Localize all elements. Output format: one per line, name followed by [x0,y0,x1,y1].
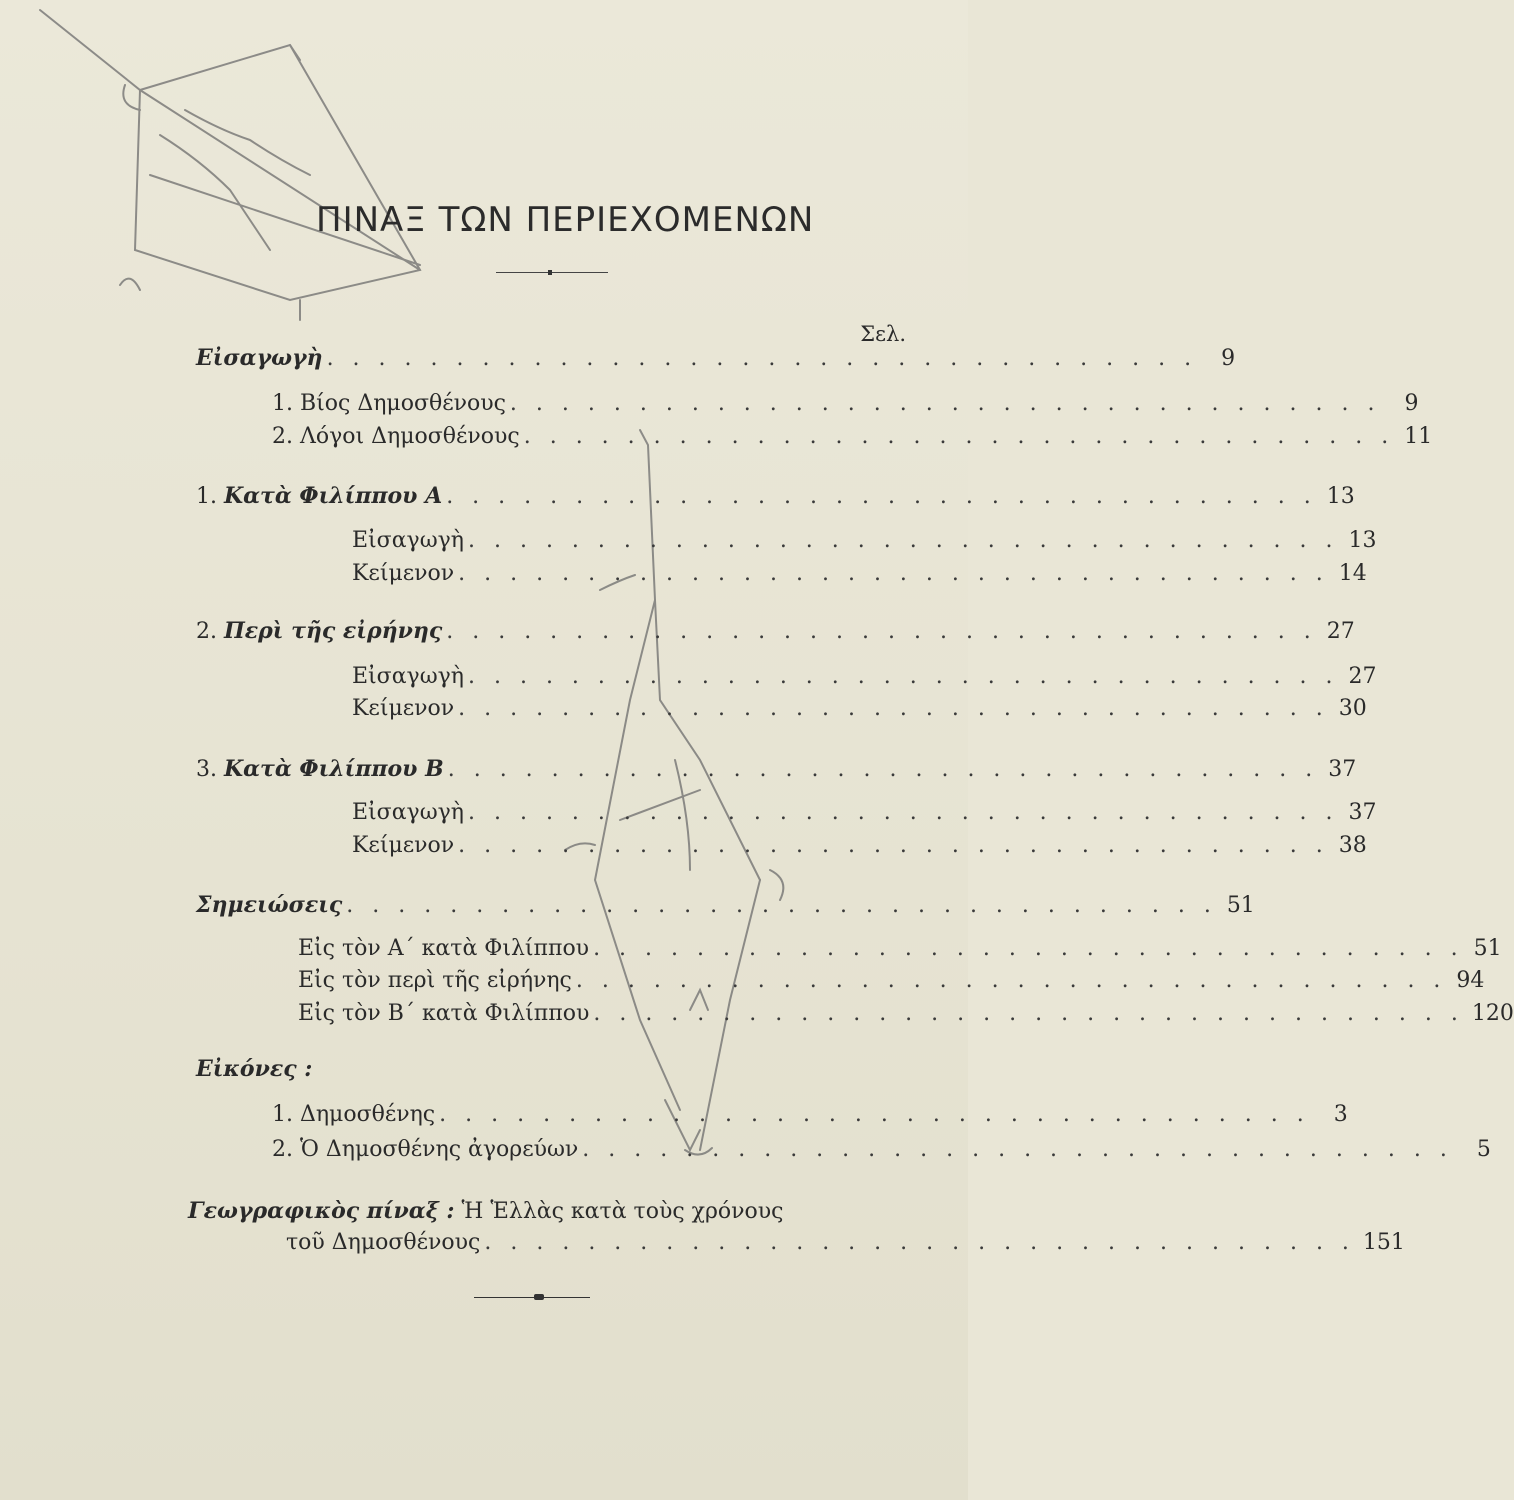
toc-row [272,1099,1348,1131]
toc-label: Κείμενον [352,833,455,858]
toc-page: 14 [1338,561,1367,586]
toc-page: 30 [1338,696,1367,721]
toc-label: 1. Δημοσθένης [272,1102,436,1127]
toc-leader: . . . . . . . . . . . . . . . . . . . . . . . . . . . . . . . . . . [346,893,1217,918]
page-title: ΠΙΝΑΞ ΤΩΝ ΠΕΡΙΕΧΟΜΕΝΩΝ [316,200,815,240]
toc-leader: . . . . . . . . . . . . . . . . . . . . . . . . . . . . . . . . . . [439,1102,1310,1127]
toc-row [272,421,1433,453]
toc-row [196,889,1255,921]
toc-page: 120 [1471,1001,1514,1026]
toc-row [298,933,1502,965]
toc-row [352,693,1367,725]
toc-row [286,1227,1405,1259]
toc-label: Εἰς τὸν περὶ τῆς εἰρήνης [298,968,572,993]
toc-leader: . . . . . . . . . . . . . . . . . . . . . . . . . . . . . . . . . . [509,391,1381,416]
toc-label: 2. Περὶ τῆς εἰρήνης [196,618,443,644]
toc-leader: . . . . . . . . . . . . . . . . . . . . . . . . . . . . . . . . . . [593,936,1464,961]
toc-page: 9 [1404,391,1419,416]
toc-leader: . . . . . . . . . . . . . . . . . . . . . . . . . . . . . . . . . . [484,1230,1355,1255]
toc-label: Κείμενον [352,696,455,721]
toc-page: 27 [1348,664,1377,689]
toc-label: Εἰσαγωγὴ [352,664,464,689]
toc-leader: . . . . . . . . . . . . . . . . . . . . . . . . . . . . . . . . . . [326,346,1198,371]
toc-leader: . . . . . . . . . . . . . . . . . . . . . . . . . . . . . . . . . . [458,561,1329,586]
toc-page: 51 [1473,936,1502,961]
toc-leader: . . . . . . . . . . . . . . . . . . . . . . . . . . . . . . . . . . [467,528,1339,553]
toc-row [298,998,1514,1030]
toc-label: Εἰσαγωγὴ [352,528,464,553]
toc-leader: . . . . . . . . . . . . . . . . . . . . . . . . . . . . . . . . . . [446,484,1317,509]
toc-row [352,661,1377,693]
toc-section-label [196,1053,906,1085]
toc-page: 9 [1221,346,1236,371]
toc-label: 1. Βίος Δημοσθένους [272,391,506,416]
toc-leader: . . . . . . . . . . . . . . . . . . . . . . . . . . . . . . . . . . [523,424,1395,449]
toc-row [196,753,1357,785]
toc-row [196,480,1355,512]
toc-page: 3 [1333,1102,1348,1127]
toc-leader: . . . . . . . . . . . . . . . . . . . . . . . . . . . . . . . . . . [447,757,1319,782]
toc-page: 11 [1404,424,1433,449]
toc-label: Κείμενον [352,561,455,586]
toc-row [352,558,1367,590]
toc-page: 38 [1338,833,1367,858]
toc-page: 37 [1348,800,1377,825]
toc-page: 5 [1476,1137,1491,1162]
toc-leader: . . . . . . . . . . . . . . . . . . . . . . . . . . . . . . . . . . [458,696,1329,721]
toc-label: Εἰκόνες : [196,1056,313,1082]
toc-page: 37 [1328,757,1357,782]
toc-row [298,965,1485,997]
toc-row [196,615,1355,647]
toc-row [352,797,1377,829]
toc-leader: . . . . . . . . . . . . . . . . . . . . . . . . . . . . . . . . . . [467,664,1339,689]
toc-label: τοῦ Δημοσθένους [286,1230,481,1255]
toc-leader: . . . . . . . . . . . . . . . . . . . . . . . . . . . . . . . . . . [467,800,1339,825]
toc-row [352,830,1367,862]
toc-page: 13 [1326,484,1355,509]
toc-row [272,1134,1491,1166]
toc-label: Σημειώσεις [196,892,343,918]
toc-label: Εἰσαγωγὴ [352,800,464,825]
bottom-divider [474,1297,590,1298]
toc-label: Εἰσαγωγὴ [196,345,323,371]
toc-page: 94 [1456,968,1485,993]
toc-leader: . . . . . . . . . . . . . . . . . . . . . . . . . . . . . . . . . . [575,968,1447,993]
toc-label: 2. Ὁ Δημοσθένης ἀγορεύων [272,1137,579,1162]
page-column-header: Σελ. [860,322,906,346]
toc-page: 27 [1326,619,1355,644]
toc-label: Εἰς τὸν Β΄ κατὰ Φιλίππου [298,1001,590,1026]
title-divider [496,272,608,273]
toc-label: Εἰς τὸν Α΄ κατὰ Φιλίππου [298,936,590,961]
toc-row-geo [188,1195,906,1227]
toc-row [196,342,1236,374]
toc-row [272,388,1419,420]
toc-leader: . . . . . . . . . . . . . . . . . . . . . . . . . . . . . . . . . . [582,1137,1453,1162]
toc-label: 1. Κατὰ Φιλίππου Α [196,483,443,509]
toc-row [352,525,1377,557]
toc-leader: . . . . . . . . . . . . . . . . . . . . . . . . . . . . . . . . . . [593,1001,1464,1026]
toc-label: 3. Κατὰ Φιλίππου Β [196,756,444,782]
toc-leader: . . . . . . . . . . . . . . . . . . . . . . . . . . . . . . . . . . [458,833,1329,858]
toc-page: 151 [1362,1230,1405,1255]
toc-leader: . . . . . . . . . . . . . . . . . . . . . . . . . . . . . . . . . . [446,619,1317,644]
toc-page: 51 [1226,893,1255,918]
toc-label: Γεωγραφικὸς πίναξ : Ἡ Ἑλλὰς κατὰ τοὺς χρόνους [188,1198,784,1224]
toc-page: 13 [1348,528,1377,553]
toc-label: 2. Λόγοι Δημοσθένους [272,424,520,449]
